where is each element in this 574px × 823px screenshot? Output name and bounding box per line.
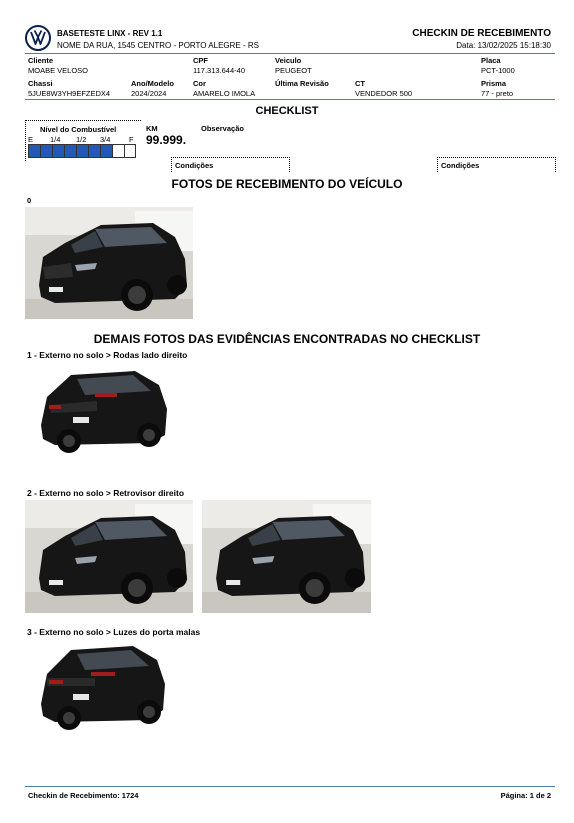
fuel-cell [65, 145, 77, 158]
evidence-photo-mirror-1 [25, 500, 193, 613]
cpf-label: CPF [193, 56, 208, 65]
client-label: Cliente [28, 56, 54, 65]
fuel-scale-f: F [129, 135, 134, 144]
reception-car-photo [25, 207, 193, 319]
company-name: BASETESTE LINX - REV 1.1 [57, 29, 163, 38]
evidence-section-title: DEMAIS FOTOS DAS EVIDÊNCIAS ENCONTRADAS NO CHECKLIST [93, 332, 481, 346]
fuel-cell [41, 145, 53, 158]
fuel-cell [113, 145, 125, 158]
fuel-cell [77, 145, 89, 158]
year-model-value: 2024/2024 [131, 89, 167, 98]
fuel-scale-quarter: 1/4 [50, 135, 61, 144]
evidence-photo-tail-lights [25, 638, 193, 736]
conditions-right-label: Condições [441, 161, 480, 170]
vehicle-value: PEUGEOT [275, 66, 312, 75]
plate-value: PCT-1000 [481, 66, 515, 75]
ct-value: VENDEDOR 500 [355, 89, 413, 98]
checklist-title: CHECKLIST [255, 105, 319, 117]
vehicle-label: Veiculo [275, 56, 302, 65]
fuel-scale-half: 1/2 [76, 135, 87, 144]
photo-index-label: 0 [27, 196, 32, 205]
document-title: CHECKIN DE RECEBIMENTO [412, 28, 551, 39]
chassis-label: Chassi [28, 79, 53, 88]
evidence-photo-rear-wheels [25, 361, 193, 460]
plate-label: Placa [481, 56, 501, 65]
vw-logo [25, 25, 51, 51]
footer-checkin-number: Checkin de Recebimento: 1724 [28, 791, 139, 800]
last-revision-label: Última Revisão [275, 79, 329, 88]
fuel-cell [29, 145, 41, 158]
fuel-level-bar [28, 144, 136, 158]
fuel-cell [125, 145, 136, 158]
company-address: NOME DA RUA, 1545 CENTRO - PORTO ALEGRE - RS [57, 41, 259, 50]
footer-rule [25, 786, 555, 787]
document-date: Data: 13/02/2025 15:18:30 [456, 41, 551, 50]
evidence-item-2-label: 2 - Externo no solo > Retrovisor direito [27, 488, 185, 498]
prism-label: Prisma [481, 79, 507, 88]
fuel-cell [53, 145, 65, 158]
fuel-scale-e: E [28, 135, 34, 144]
km-value: 99.999. [146, 133, 187, 147]
info-rule [25, 99, 555, 100]
color-value: AMARELO IMOLA [193, 89, 256, 98]
evidence-photo-mirror-2 [202, 500, 371, 613]
evidence-item-1-label: 1 - Externo no solo > Rodas lado direito [27, 350, 188, 360]
cpf-value: 117.313.644-40 [193, 66, 245, 75]
fuel-cell [89, 145, 101, 158]
footer-page-number: Página: 1 de 2 [500, 791, 551, 800]
client-value: MOABE VELOSO [28, 66, 89, 75]
chassis-value: 5JUE8W3YH9EFZEDX4 [28, 89, 111, 98]
km-label: KM [146, 124, 158, 133]
conditions-left-label: Condições [175, 161, 214, 170]
header-rule [25, 53, 555, 54]
ct-label: CT [355, 79, 365, 88]
year-model-label: Ano/Modelo [131, 79, 174, 88]
color-label: Cor [193, 79, 206, 88]
reception-photos-title: FOTOS DE RECEBIMENTO DO VEÍCULO [171, 177, 403, 191]
observation-label: Observação [201, 124, 244, 133]
evidence-item-3-label: 3 - Externo no solo > Luzes do porta malas [27, 627, 201, 637]
fuel-scale-three-quarter: 3/4 [100, 135, 111, 144]
fuel-cell [101, 145, 113, 158]
fuel-level-label: Nível do Combustível [40, 125, 117, 134]
prism-value: 77 - preto [481, 89, 514, 98]
fuel-gauge-panel [25, 120, 141, 161]
